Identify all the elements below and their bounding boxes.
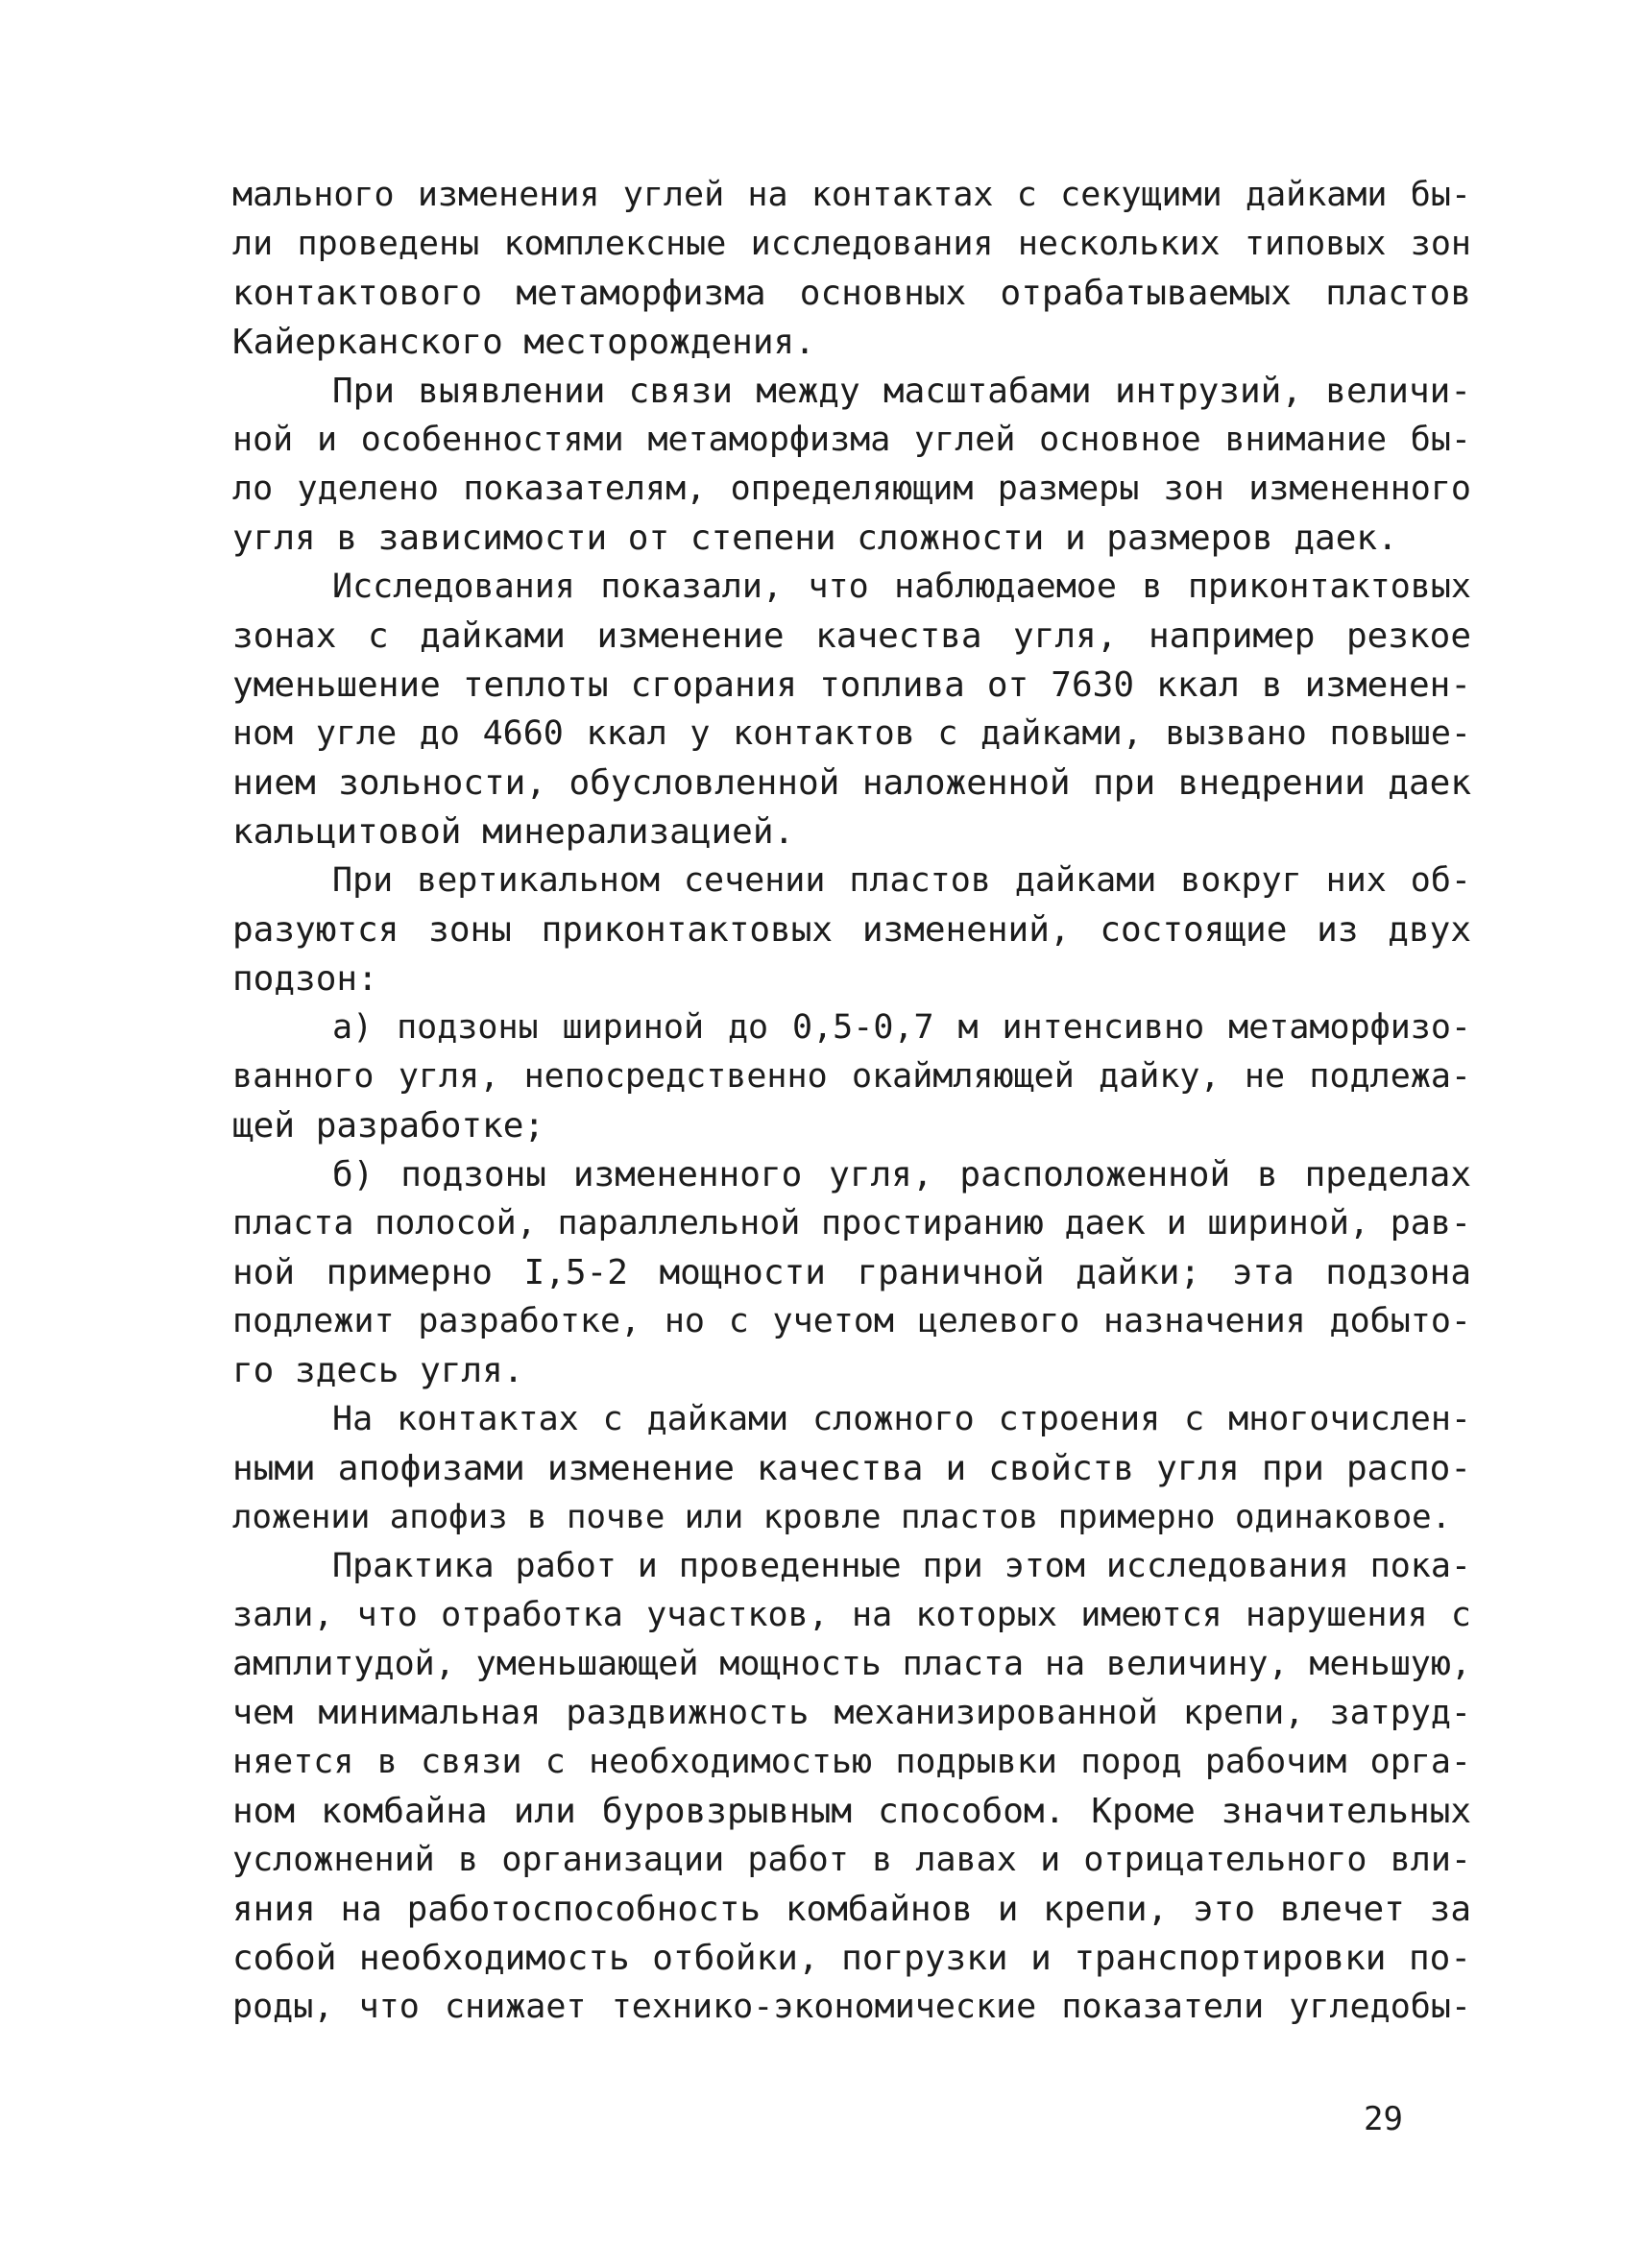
text-line: ло уделено показателям, определяющим размеры зон измененного: [232, 470, 1471, 508]
text-line: собой необходимость отбойки, погрузки и транспортировки по-: [232, 1939, 1471, 1978]
text-line: амплитудой, уменьшающей мощность пласта на величину, меньшую,: [232, 1645, 1471, 1683]
text-line: Кайерканского месторождения.: [232, 323, 815, 362]
text-line: щей разработке;: [232, 1106, 545, 1146]
text-line: роды, что снижает технико-экономические показатели угледобы-: [232, 1988, 1471, 2026]
text-line: кальцитовой минерализацией.: [232, 812, 795, 852]
text-line: пласта полосой, параллельной простиранию даек и шириной, рав-: [232, 1204, 1471, 1243]
text-line: ными апофизами изменение качества и свойств угля при распо-: [232, 1449, 1471, 1488]
page-number: 29: [1364, 2100, 1403, 2138]
text-line: контактового метаморфизма основных отрабатываемых пластов: [232, 274, 1471, 313]
text-line: ной и особенностями метаморфизма углей основное внимание бы-: [232, 421, 1471, 459]
text-line: Исследования показали, что наблюдаемое в приконтактовых: [332, 567, 1471, 606]
text-line: мального изменения углей на контактах с секущими дайками бы-: [232, 176, 1471, 214]
body-text: [232, 171, 1471, 2032]
text-line: ном комбайна или буровзрывным способом. Кроме значительных: [232, 1792, 1471, 1831]
text-line: зонах с дайками изменение качества угля, например резкое: [232, 616, 1471, 656]
text-line: ном угле до 4660 ккал у контактов с дайками, вызвано повыше-: [232, 714, 1471, 753]
text-line: На контактах с дайками сложного строения с многочислен-: [332, 1400, 1471, 1438]
text-line: При выявлении связи между масштабами интрузий, величи-: [332, 372, 1471, 411]
text-line: подзон:: [232, 959, 378, 999]
text-line: уменьшение теплоты сгорания топлива от 7630 ккал в изменен-: [232, 665, 1471, 705]
text-line: зали, что отработка участков, на которых имеются нарушения с: [232, 1596, 1471, 1634]
text-line: При вертикальном сечении пластов дайками вокруг них об-: [332, 861, 1471, 900]
text-line: а) подзоны шириной до 0,5-0,7 м интенсивно метаморфизо-: [332, 1008, 1471, 1047]
text-line: угля в зависимости от степени сложности и размеров даек.: [232, 519, 1398, 558]
text-line: яния на работоспособность комбайнов и крепи, это влечет за: [232, 1890, 1471, 1929]
text-line: б) подзоны измененного угля, расположенной в пределах: [332, 1155, 1471, 1194]
text-line: ли проведены комплексные исследования нескольких типовых зон: [232, 225, 1471, 263]
text-line: го здесь угля.: [232, 1351, 524, 1390]
text-line: чем минимальная раздвижность механизированной крепи, затруд-: [232, 1694, 1471, 1732]
text-line: нием зольности, обусловленной наложенной при внедрении даек: [232, 763, 1471, 803]
text-line: ной примерно I,5-2 мощности граничной дайки; эта подзона: [232, 1253, 1471, 1292]
text-line: няется в связи с необходимостью подрывки пород рабочим орга-: [232, 1743, 1471, 1781]
text-line: ванного угля, непосредственно окаймляющей дайку, не подлежа-: [232, 1057, 1471, 1096]
text-line: подлежит разработке, но с учетом целевого назначения добыто-: [232, 1302, 1471, 1340]
text-line: разуются зоны приконтактовых изменений, состоящие из двух: [232, 910, 1471, 950]
text-line: ложении апофиз в почве или кровле пластов примерно одинаковое.: [232, 1498, 1452, 1536]
text-line: усложнений в организации работ в лавах и отрицательного вли-: [232, 1841, 1471, 1879]
text-line: Практика работ и проведенные при этом исследования пока-: [332, 1547, 1471, 1585]
